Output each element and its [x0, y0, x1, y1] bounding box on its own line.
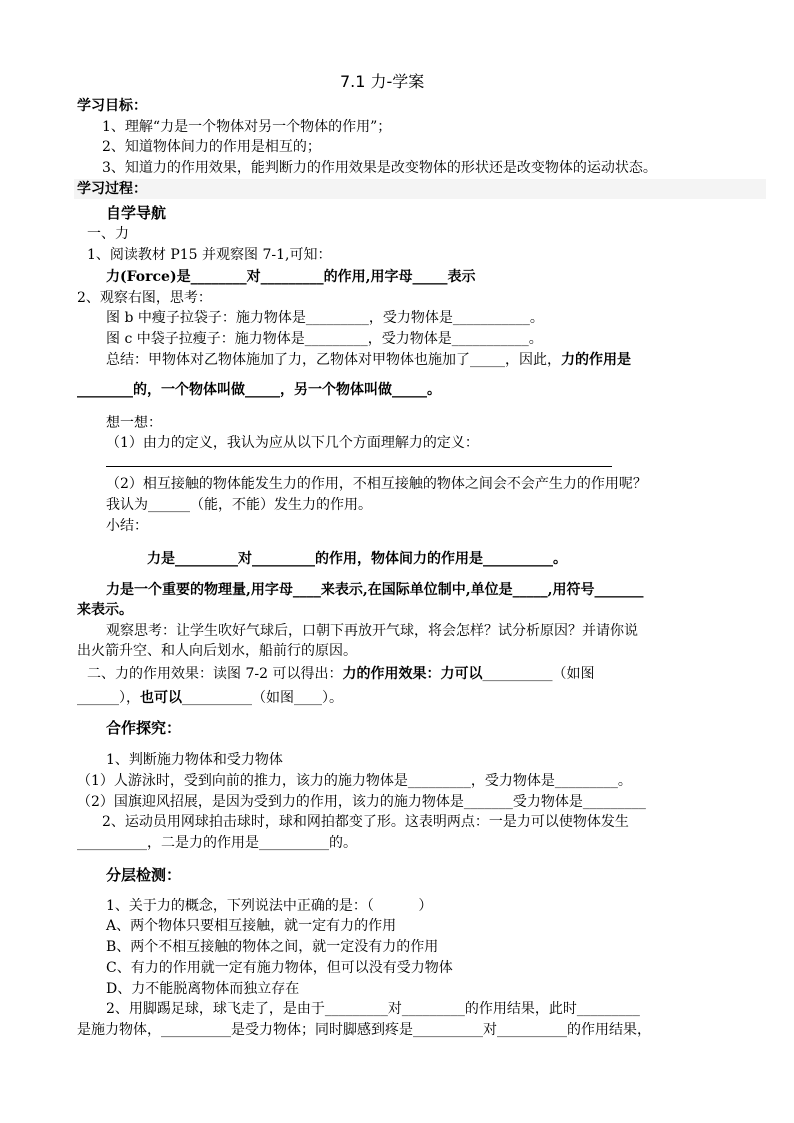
think-answer-2: 我认为______（能，不能）发生力的作用。: [106, 497, 372, 513]
effect-intro: 二、力的作用效果：读图 7-2 可以得出：: [87, 666, 343, 682]
coop-question-1a: （1）人游泳时，受到向前的推力，该力的施力物体是_________，受力物体是_________。: [77, 773, 632, 789]
observe-figure: 2、观察右图，思考：: [77, 290, 212, 306]
self-study-heading: 自学导航: [106, 204, 167, 222]
force-definition: 力(Force)是________对_________的作用,用字母_____表示: [106, 269, 476, 285]
conclusion-line: 力是_________对_________的作用，物体间力的作用是__________。: [147, 551, 567, 567]
think-heading: 想一想：: [106, 415, 162, 431]
figure-c-question: 图 c 中袋子拉瘦子：施力物体是_________，受力物体是___________。: [106, 331, 543, 347]
coop-question-1: 1、判断施力物体和受力物体: [106, 752, 283, 768]
effect-blank: __________（如图: [482, 666, 595, 682]
option-a: A、两个物体只要相互接触，就一定有力的作用: [106, 918, 397, 934]
process-heading: 学习过程：: [77, 181, 147, 197]
effect-bold-2: 也可以: [140, 690, 182, 706]
option-d: D、力不能脱离物体而独立存在: [106, 981, 300, 997]
goal-item-2: 2、知道物体间力的作用是相互的；: [102, 139, 321, 155]
option-c: C、有力的作用就一定有施力物体，但可以没有受力物体: [106, 960, 453, 976]
coop-heading: 合作探究：: [106, 719, 182, 737]
observe-think-1: 观察思考：让学生吹好气球后，口朝下再放开气球，将会怎样？试分析原因？并请你说: [106, 623, 638, 639]
summary-line-2: ________的，一个物体叫做_____，另一个物体叫做_____。: [77, 382, 441, 398]
coop-question-2a: 2、运动员用网球拍击球时，球和网拍都变了形。这表明两点：一是力可以使物体发生: [102, 814, 629, 830]
small-summary-heading: 小结：: [106, 518, 148, 534]
goals-heading: 学习目标：: [77, 98, 147, 114]
answer-line: [106, 466, 612, 467]
summary-text: 总结：甲物体对乙物体施加了力，乙物体对甲物体也施加了_____，因此，: [106, 352, 561, 368]
test-question-2b: 是施力物体，__________是受力物体；同时脚感到疼是__________对__________的作用结果，: [77, 1022, 651, 1038]
coop-question-2b: __________，二是力的作用是__________的。: [77, 835, 357, 851]
test-question-2a: 2、用脚踢足球，球飞走了，是由于_________对_________的作用结果，此时_________: [106, 1001, 640, 1017]
section-force: 一、力: [87, 226, 129, 242]
figure-b-question: 图 b 中瘦子拉袋子：施力物体是_________，受力物体是___________。: [106, 310, 544, 326]
summary-line-1: [106, 350, 631, 370]
effect-bold: 力的作用效果：力可以: [342, 666, 483, 682]
goal-item-1: 1、理解“力是一个物体对另一个物体的作用”；: [102, 119, 392, 135]
option-b: B、两个不相互接触的物体之间，就一定没有力的作用: [106, 939, 439, 955]
observe-think-2: 出火箭升空、和人向后划水，船前行的原因。: [77, 643, 357, 659]
summary-bold: 力的作用是: [561, 352, 631, 368]
coop-question-1b: （2）国旗迎风招展，是因为受到力的作用，该力的施力物体是_______受力物体是_________: [77, 794, 646, 810]
goal-item-3: 3、知道力的作用效果，能判断力的作用效果是改变物体的形状还是改变物体的运动状态。: [102, 160, 657, 176]
effect-line-1: [87, 664, 594, 684]
think-question-2: （2）相互接触的物体能发生力的作用，不相互接触的物体之间会不会产生力的作用呢？: [106, 476, 647, 492]
test-question-1: 1、关于力的概念，下列说法中正确的是：（ ）: [106, 898, 433, 914]
process-heading-highlight: [74, 179, 766, 199]
effect-blank-2: ______），: [77, 690, 140, 706]
read-textbook: 1、阅读教材 P15 并观察图 7-1,可知：: [87, 247, 332, 263]
effect-line-2: [77, 688, 343, 708]
unit-line-2: 来表示。: [77, 602, 133, 618]
page-title: 7.1 力-学案: [340, 72, 425, 91]
think-question-1: （1）由力的定义，我认为应从以下几个方面理解力的定义：: [106, 435, 479, 451]
unit-line-1: 力是一个重要的物理量,用字母____来表示,在国际单位制中,单位是_____,用符号_______: [106, 582, 644, 598]
test-heading: 分层检测：: [106, 866, 182, 884]
effect-blank-3: __________（如图____）。: [182, 690, 343, 706]
